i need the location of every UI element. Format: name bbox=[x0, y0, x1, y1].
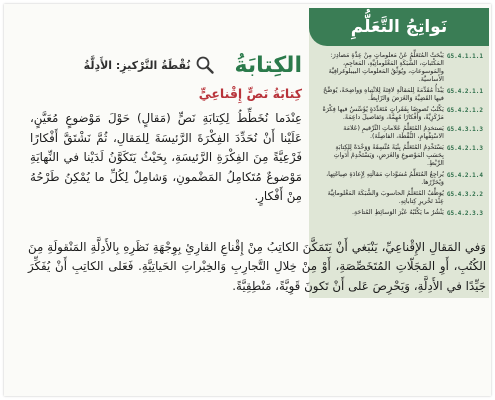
outcome-text: يَبْحَثُ المُتَعَلِّمُ عَنْ مَعلوماتٍ مِنْ عِدَّةِ مَصادِرَ: المَكْتَباتِ، الشَّبَكَةِ المَعْلوماتِيَّةِ، المَعاجِمِ، والمَوسوعاتِ، ويُوَثِّقُ المَعلوماتِ البيبلوغرافِيَّةَ الأَساسيَّةَ. bbox=[328, 52, 444, 83]
learning-outcomes-header bbox=[309, 8, 489, 46]
outcome-item bbox=[317, 209, 483, 217]
outcome-code: G5.4.2.1.4 bbox=[446, 172, 483, 179]
outcome-item bbox=[317, 171, 483, 187]
outcome-code: G5.4.2.1.2 bbox=[446, 107, 483, 114]
outcome-text: يُراجِعُ المُتَعَلِّمُ مُسَوَّداتِ مَقالَتِهِ لِإِعادَةِ صِياغَتِها، وَيُحَرِّرُها. bbox=[326, 171, 444, 186]
section-title: الكِتابَةُ bbox=[234, 52, 302, 78]
search-icon bbox=[195, 55, 215, 75]
outcome-text: يَسْتَخْدِمُ المُتَعَلِّمُ بِنْيَةً مُتَّسِقَةً وَوَحْدَةً لِلكِتابَةِ بِحَسَبِ المَوْضوعِ وَالغَرَضِ، وَيَسْتَخْدِمُ أَدَواتِ الرَّبْطِ. bbox=[333, 144, 444, 167]
outcome-code: G5.4.2.1.3 bbox=[446, 145, 483, 152]
outcome-item bbox=[317, 190, 483, 206]
outcome-item bbox=[317, 52, 483, 84]
section-heading-row bbox=[30, 50, 302, 80]
writing-section bbox=[30, 50, 302, 207]
learning-outcomes-title: نَواتِجُ التَّعَلُّمِ bbox=[350, 17, 448, 37]
outcome-item bbox=[317, 106, 483, 122]
outcome-code: G5.4.2.1.1 bbox=[446, 88, 483, 95]
outcome-code: G5.4.2.3.3 bbox=[446, 210, 483, 217]
outcome-text: يُوَظِّفُ المُتَعَلِّمُ الحاسوبَ وَالشَّبَكَةَ المَعْلوماتِيَّةَ عِنْدَ تَحْريرِ كِتاباتِهِ. bbox=[327, 190, 444, 205]
outcome-code: G5.4.3.2.2 bbox=[446, 191, 483, 198]
outcome-text: يَستخدِمُ المُتَعَلِّمُ عَلاماتِ التَّرْقيمِ (عَلامَةَ الاسْتِفْهامِ، النُّقْطَةَ، الفاصِلَةَ). bbox=[343, 125, 444, 140]
outcome-code: G5.4.3.1.3 bbox=[446, 126, 483, 133]
focus-point-label: نُقْطَةُ التَّرْكيزِ: الأَدِلَّةُ bbox=[83, 58, 191, 72]
outcome-text: يَكْتُبُ نُصوصًا بِفَقَراتٍ مُتَعَدِّدَةٍ يُؤَسِّسُ فيها فِكْرَةً مَرْكَزِيَّةً، وَأَفْكارًا مُهِمَّةً، وَتَفاصيلَ داعِمَةً. bbox=[322, 106, 444, 121]
outcome-item bbox=[317, 87, 483, 103]
section-subtitle: كِتابَةُ نَصٍّ إِقْناعِيٍّ bbox=[198, 86, 302, 101]
outcome-item bbox=[317, 125, 483, 141]
body-paragraph-2: وَفي المَقالِ الإِقْناعِيِّ، يَنْبَغي أَنْ يَتَمَكَّنَ الكاتِبُ مِنْ إِقْناعِ القارِئِ بِوِجْهَةِ نَظَرِهِ بِالأَدِلَّةِ المَنْقولَةِ مِنَ الكُتُبِ، أَوِ المَجَلّاتِ المُتَخَصِّصَةِ، أَوْ مِنْ خِلالِ التَّجارِبِ وَالخِبْراتِ الحَياتِيَّةِ. فَعَلى الكاتِبِ أَنْ يُفَكِّرَ جَيِّدًا في الأَدِلَّةِ، وَيَحْرِصَ عَلى أَنْ تَكونَ قَوِيَّةً، مَنْطِقِيَّةً. bbox=[28, 239, 486, 293]
textbook-page bbox=[4, 4, 491, 396]
outcome-text: يَبْدَأُ مُقَدِّمَةً لِلمَقالَةِ لافِتَةً لِلانْتِباهِ وَواضِحَةً، يُوَضِّحُ فيها القَضِيَّةَ وَالغَرَضَ وَالرّابِطَ. bbox=[323, 87, 444, 102]
outcome-code: G5.4.1.1.1 bbox=[446, 53, 483, 60]
focus-point bbox=[84, 55, 215, 75]
outcome-item bbox=[317, 144, 483, 168]
outcome-text: يَنْشُرُ ما يَكْتُبُهُ عَبْرَ الوَسائِطِ المُتاحَةِ. bbox=[352, 209, 444, 216]
body-paragraph-1: عِنْدَما نُخَطِّطُ لِكِتابَةِ نَصٍّ (مَقالٍ) حَوْلَ مَوْضوعٍ مُعَيَّنٍ، عَلَيْنا أَنْ نُحَدِّدَ الفِكْرَةَ الرَّئيسَةَ لِلمَقالِ، ثُمَّ نَشْتَقَّ أَفْكارًا فَرْعِيَّةً مِنَ الفِكْرَةِ الرَّئيسَةِ، بِحَيْثُ يَتَكَوَّنُ لَدَيْنا في النِّهايَةِ مَوْضوعٌ مُتَكامِلُ المَضْمونِ، وَشامِلٌ لِكُلِّ ما يُمْكِنُ طَرْحُهُ مِنْ أَفْكارٍ. bbox=[30, 111, 302, 203]
learning-outcomes-list bbox=[309, 46, 489, 217]
